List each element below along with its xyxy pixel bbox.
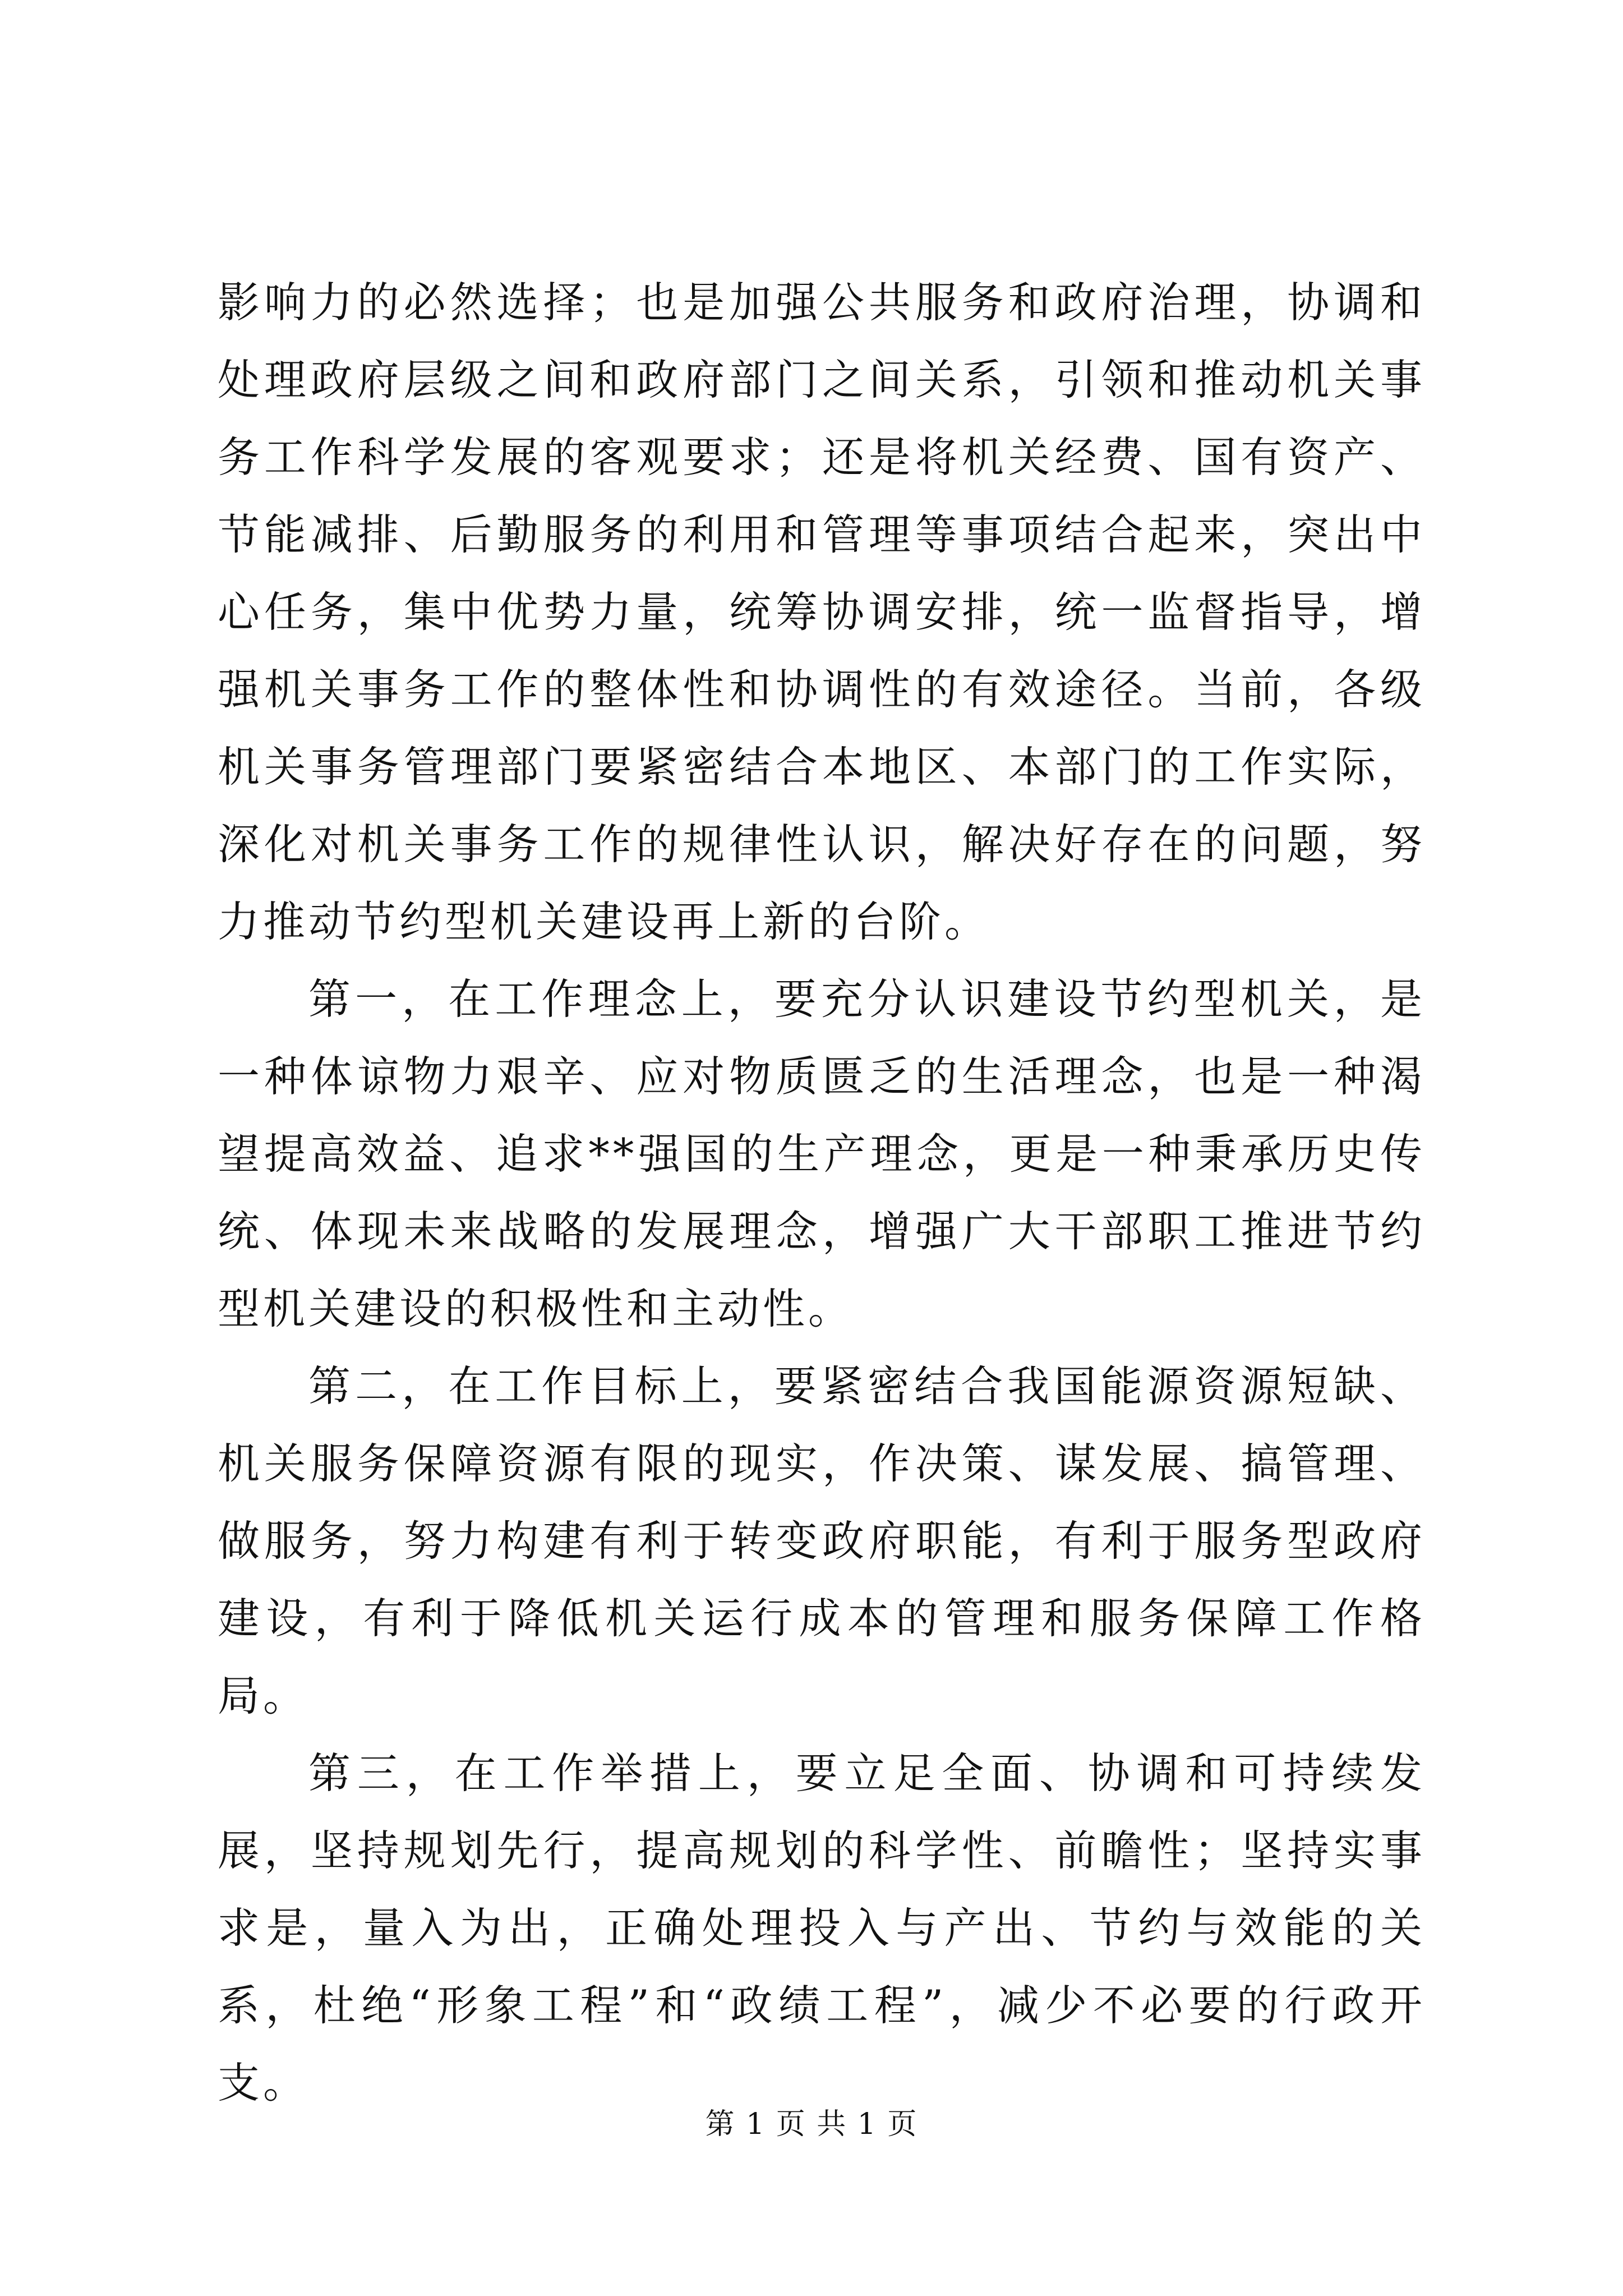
paragraph-second-point: 第二，在工作目标上，要紧密结合我国能源资源短缺、机关服务保障资源有限的现实，作决策、谋发展、搞管理、做服务，努力构建有利于转变政府职能，有利于服务型政府建设，有利于降低机关运行成本的管理和服务保障工作格局。 bbox=[218, 1361, 1426, 1720]
page-number-footer: 第 1 页 共 1 页 bbox=[705, 2108, 918, 2141]
paragraph-first-point: 第一，在工作理念上，要充分认识建设节约型机关，是一种体谅物力艰辛、应对物质匮乏的生活理念，也是一种渴望提高效益、追求**强国的生产理念，更是一种秉承历史传统、体现未来战略的发展理念，增强广大干部职工推进节约型机关建设的积极性和主动性。 bbox=[218, 974, 1426, 1333]
paragraph-continuation: 影响力的必然选择；也是加强公共服务和政府治理，协调和处理政府层级之间和政府部门之间关系，引领和推动机关事务工作科学发展的客观要求；还是将机关经费、国有资产、节能减排、后勤服务的利用和管理等事项结合起来，突出中心任务，集中优势力量，统筹协调安排，统一监督指导，增强机关事务工作的整体性和协调性的有效途径。当前，各级机关事务管理部门要紧密结合本地区、本部门的工作实际，深化对机关事务工作的规律性认识，解决好存在的问题，努力推动节约型机关建设再上新的台阶。 bbox=[218, 278, 1426, 946]
paragraph-third-point: 第三，在工作举措上，要立足全面、协调和可持续发展，坚持规划先行，提高规划的科学性、前瞻性；坚持实事求是，量入为出，正确处理投入与产出、节约与效能的关系，杜绝“形象工程”和“政绩工程”，减少不必要的行政开支。 bbox=[218, 1749, 1426, 2108]
document-body bbox=[218, 264, 1426, 2122]
